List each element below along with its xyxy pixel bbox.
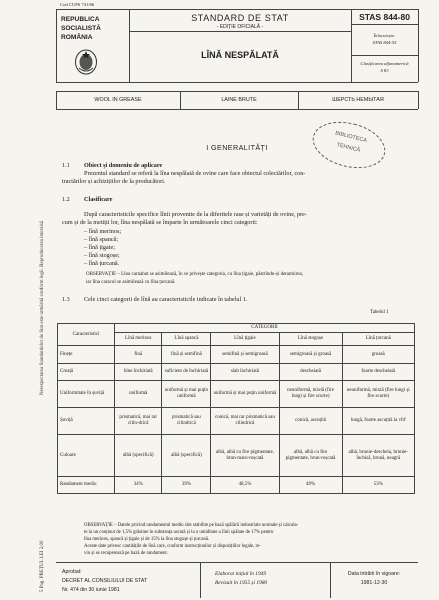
table-column-header: Lînă spancă <box>162 333 211 346</box>
stamp-line-1: BIBLIOTECA <box>334 130 368 145</box>
table-cell: fină și semifină <box>162 346 211 364</box>
table-cell: 49% <box>279 477 342 494</box>
clause-1-2-line-1: După caracteristicile specifice lînii provenite de la diferitele rase și varietăți de ovine, pre- <box>84 211 307 218</box>
title-french: LAINE BRUTE <box>221 97 257 103</box>
clause-1-1-number: 1.1 <box>62 162 70 169</box>
top-left-code: Cod CUPS 741/66 <box>60 2 95 7</box>
legal-notice-side-text: Nerespectarea Standardelor de Stat este urmărită conform legii. Reproducerea interzisă <box>40 220 45 395</box>
table-cell: albă, albă cu fire pigmentate, brun-roșcată <box>279 435 342 477</box>
table-cell: uniformă și mai puțin uniformă <box>162 381 211 408</box>
table-row <box>58 381 415 408</box>
categories-table <box>57 323 415 494</box>
table-cell: 34% <box>115 477 162 494</box>
table-cell: suficient de închiriată <box>162 364 211 381</box>
clause-1-2-title: Clasificare <box>84 196 113 203</box>
table-row <box>58 477 415 494</box>
table-cell: uniformă și mai puțin uniformă <box>211 381 279 408</box>
final-observation-line: Aceste date privesc cantitățile de lînă care, conform instrucțiunilor și dispozițiilor legale, re- <box>84 544 261 549</box>
category-list-item: – lînă merinos; <box>84 228 122 235</box>
table-cell: prismatică sau cilindrică <box>162 408 211 435</box>
price-side-text: 5 Pag. PREȚUL LEI 2,00 <box>40 540 45 592</box>
table-row <box>58 435 415 477</box>
classification-value: S 83 <box>380 68 389 73</box>
edition-label: - EDIȚIE OFICIALĂ - <box>216 24 264 30</box>
approved-number: Nr. 474 din 30 iunie 1981 <box>62 587 120 593</box>
table-cell: 48,5% <box>211 477 279 494</box>
clause-1-2-line-2: cum și de la metiții lor, lîna nespălată se împarte în următoarele cinci categorii: <box>62 219 258 226</box>
table-cell: groasă <box>342 346 414 364</box>
table-cell: descheiată <box>279 364 342 381</box>
table-caption: Tabelul 1 <box>370 310 389 315</box>
clause-1-1-line-1: Prezentul standard se referă la lîna nespălată de ovine care face obiectul colectărilor, con- <box>84 170 306 177</box>
revision-line: Revizuit în 1955 și 1980 <box>215 580 268 586</box>
row-label: Culoare <box>58 435 115 477</box>
country-line-2: SOCIALISTĂ <box>61 25 101 32</box>
approved-decree: DECRET AL CONSILIULUI DE STAT <box>62 578 148 584</box>
row-label: Uniformitate în șuviță <box>58 381 115 408</box>
effective-date-value: 1981-12-30 <box>360 580 388 586</box>
stamp-line-2: TEHNICĂ <box>335 142 361 154</box>
table-row <box>58 408 415 435</box>
clause-1-1-title: Obiect și domeniu de aplicare <box>84 162 163 169</box>
section-title: I GENERALITĂȚI <box>206 143 268 152</box>
row-label: Randament mediu <box>58 477 115 494</box>
table-cell: lungă, foarte ascuțită la vîrf <box>342 408 414 435</box>
replaces-label: Înlocuiește: <box>373 33 396 38</box>
classification-label: Clasificarea alfanumerică <box>360 61 409 66</box>
table-cell: bine închiriată <box>115 364 162 381</box>
country-line-1: REPUBLICA <box>61 16 100 23</box>
table-cell: albă (specifică) <box>115 435 162 477</box>
category-list-item: – lînă țigaie; <box>84 244 115 251</box>
table-cell: semifină și semigroasă <box>211 346 279 364</box>
table-cell: fină <box>115 346 162 364</box>
table-cell: conică, ascuțită <box>279 408 342 435</box>
table-cell: prismatică, mai rar cilin-drică <box>115 408 162 435</box>
category-list-item: – lînă țurcană. <box>84 260 120 267</box>
clause-1-2-observation-line-1: OBSERVAȚIE – Lîna carnabat se asimilează, în ce privește categoria, cu lîna țigaie, păstrîndu-și denumirea, <box>86 272 303 277</box>
table-cell: foarte descheiată <box>342 364 414 381</box>
standard-number: STAS 844-80 <box>359 12 410 22</box>
country-line-3: ROMÂNIA <box>61 34 93 41</box>
table-group-header: CATEGORII <box>115 324 415 333</box>
clause-1-3-number: 1.3 <box>62 296 70 303</box>
table-cell: 39% <box>162 477 211 494</box>
table-column-header: Lînă țigaie <box>211 333 279 346</box>
final-observation-line: vin și se recuperează pe bază de randament. <box>84 551 168 556</box>
table-cell: semigroasă și groasă <box>279 346 342 364</box>
row-label: Finețe <box>58 346 115 364</box>
clause-1-1-line-2: tractărilor și achizițiilor de la producători. <box>62 178 166 185</box>
table-cell: uniformă <box>115 381 162 408</box>
table-row <box>58 364 415 381</box>
final-observation-line: te la un conținut de 1,5% grăsime în substanța uscată și la o umiditate a lînii spălate de 17% pentru <box>84 530 274 535</box>
table-row <box>58 346 415 364</box>
table-cell: albă, albă cu fire pigmentate, brun-maro-roșcată <box>211 435 279 477</box>
row-label: Șuviță <box>58 408 115 435</box>
table-cell: slab închiriată <box>211 364 279 381</box>
approved-label: Aprobat: <box>62 569 82 575</box>
title-english: WOOL IN GREASE <box>94 97 142 103</box>
table-corner-header: Caracteristici <box>58 324 115 346</box>
replaces-value: STAS 844-55 <box>372 40 397 45</box>
clause-1-2-number: 1.2 <box>62 196 70 203</box>
table-cell: neuniformă, mixtă (fire lungi și fire scurte) <box>342 381 414 408</box>
effective-date-label: Data intrării în vigoare: <box>347 571 401 577</box>
table-cell: neuniformă, mixtă (fire lungi și fire scurte) <box>279 381 342 408</box>
final-observation-line: OBSERVAȚIE – Datele privind randamentul mediu sînt stabilite pe bază spălării industriale normale și calcula- <box>84 523 299 528</box>
category-list-item: – lînă stogoșe; <box>84 252 120 259</box>
table-column-header: Lînă stogoșe <box>279 333 342 346</box>
elaboration-line: Elaborat inițial în 1949 <box>215 571 267 577</box>
table-column-header: Lînă merinos <box>115 333 162 346</box>
category-list-item: – lînă spancă; <box>84 236 119 243</box>
table-column-header: Lînă țurcană <box>342 333 414 346</box>
coat-of-arms-icon <box>74 48 98 75</box>
final-observation-line: lîna merinos, spancă și țigaie și de 15% la lîna stogoșe și țurcană. <box>84 537 210 542</box>
table-cell: 53% <box>342 477 414 494</box>
clause-1-2-observation-line-2: iar lîna caracul se asimilează cu lîna țurcană. <box>86 280 176 285</box>
product-title: LÎNĂ NESPĂLATĂ <box>201 50 279 60</box>
clause-1-3-text: Cele cinci categorii de lînă au caracteristicile indicate în tabelul 1. <box>84 296 248 303</box>
table-cell: albă (specifică) <box>162 435 211 477</box>
standard-title: STANDARD DE STAT <box>191 13 289 23</box>
row-label: Creață <box>58 364 115 381</box>
table-cell: conică, mai rar prismatică sau cilindrică <box>211 408 279 435</box>
table-cell: albă, brunie-descheia, brunie-închisă, brună, neagră <box>342 435 414 477</box>
title-russian: ШЕРСТЬ НЕМЫТАЯ <box>332 97 384 103</box>
